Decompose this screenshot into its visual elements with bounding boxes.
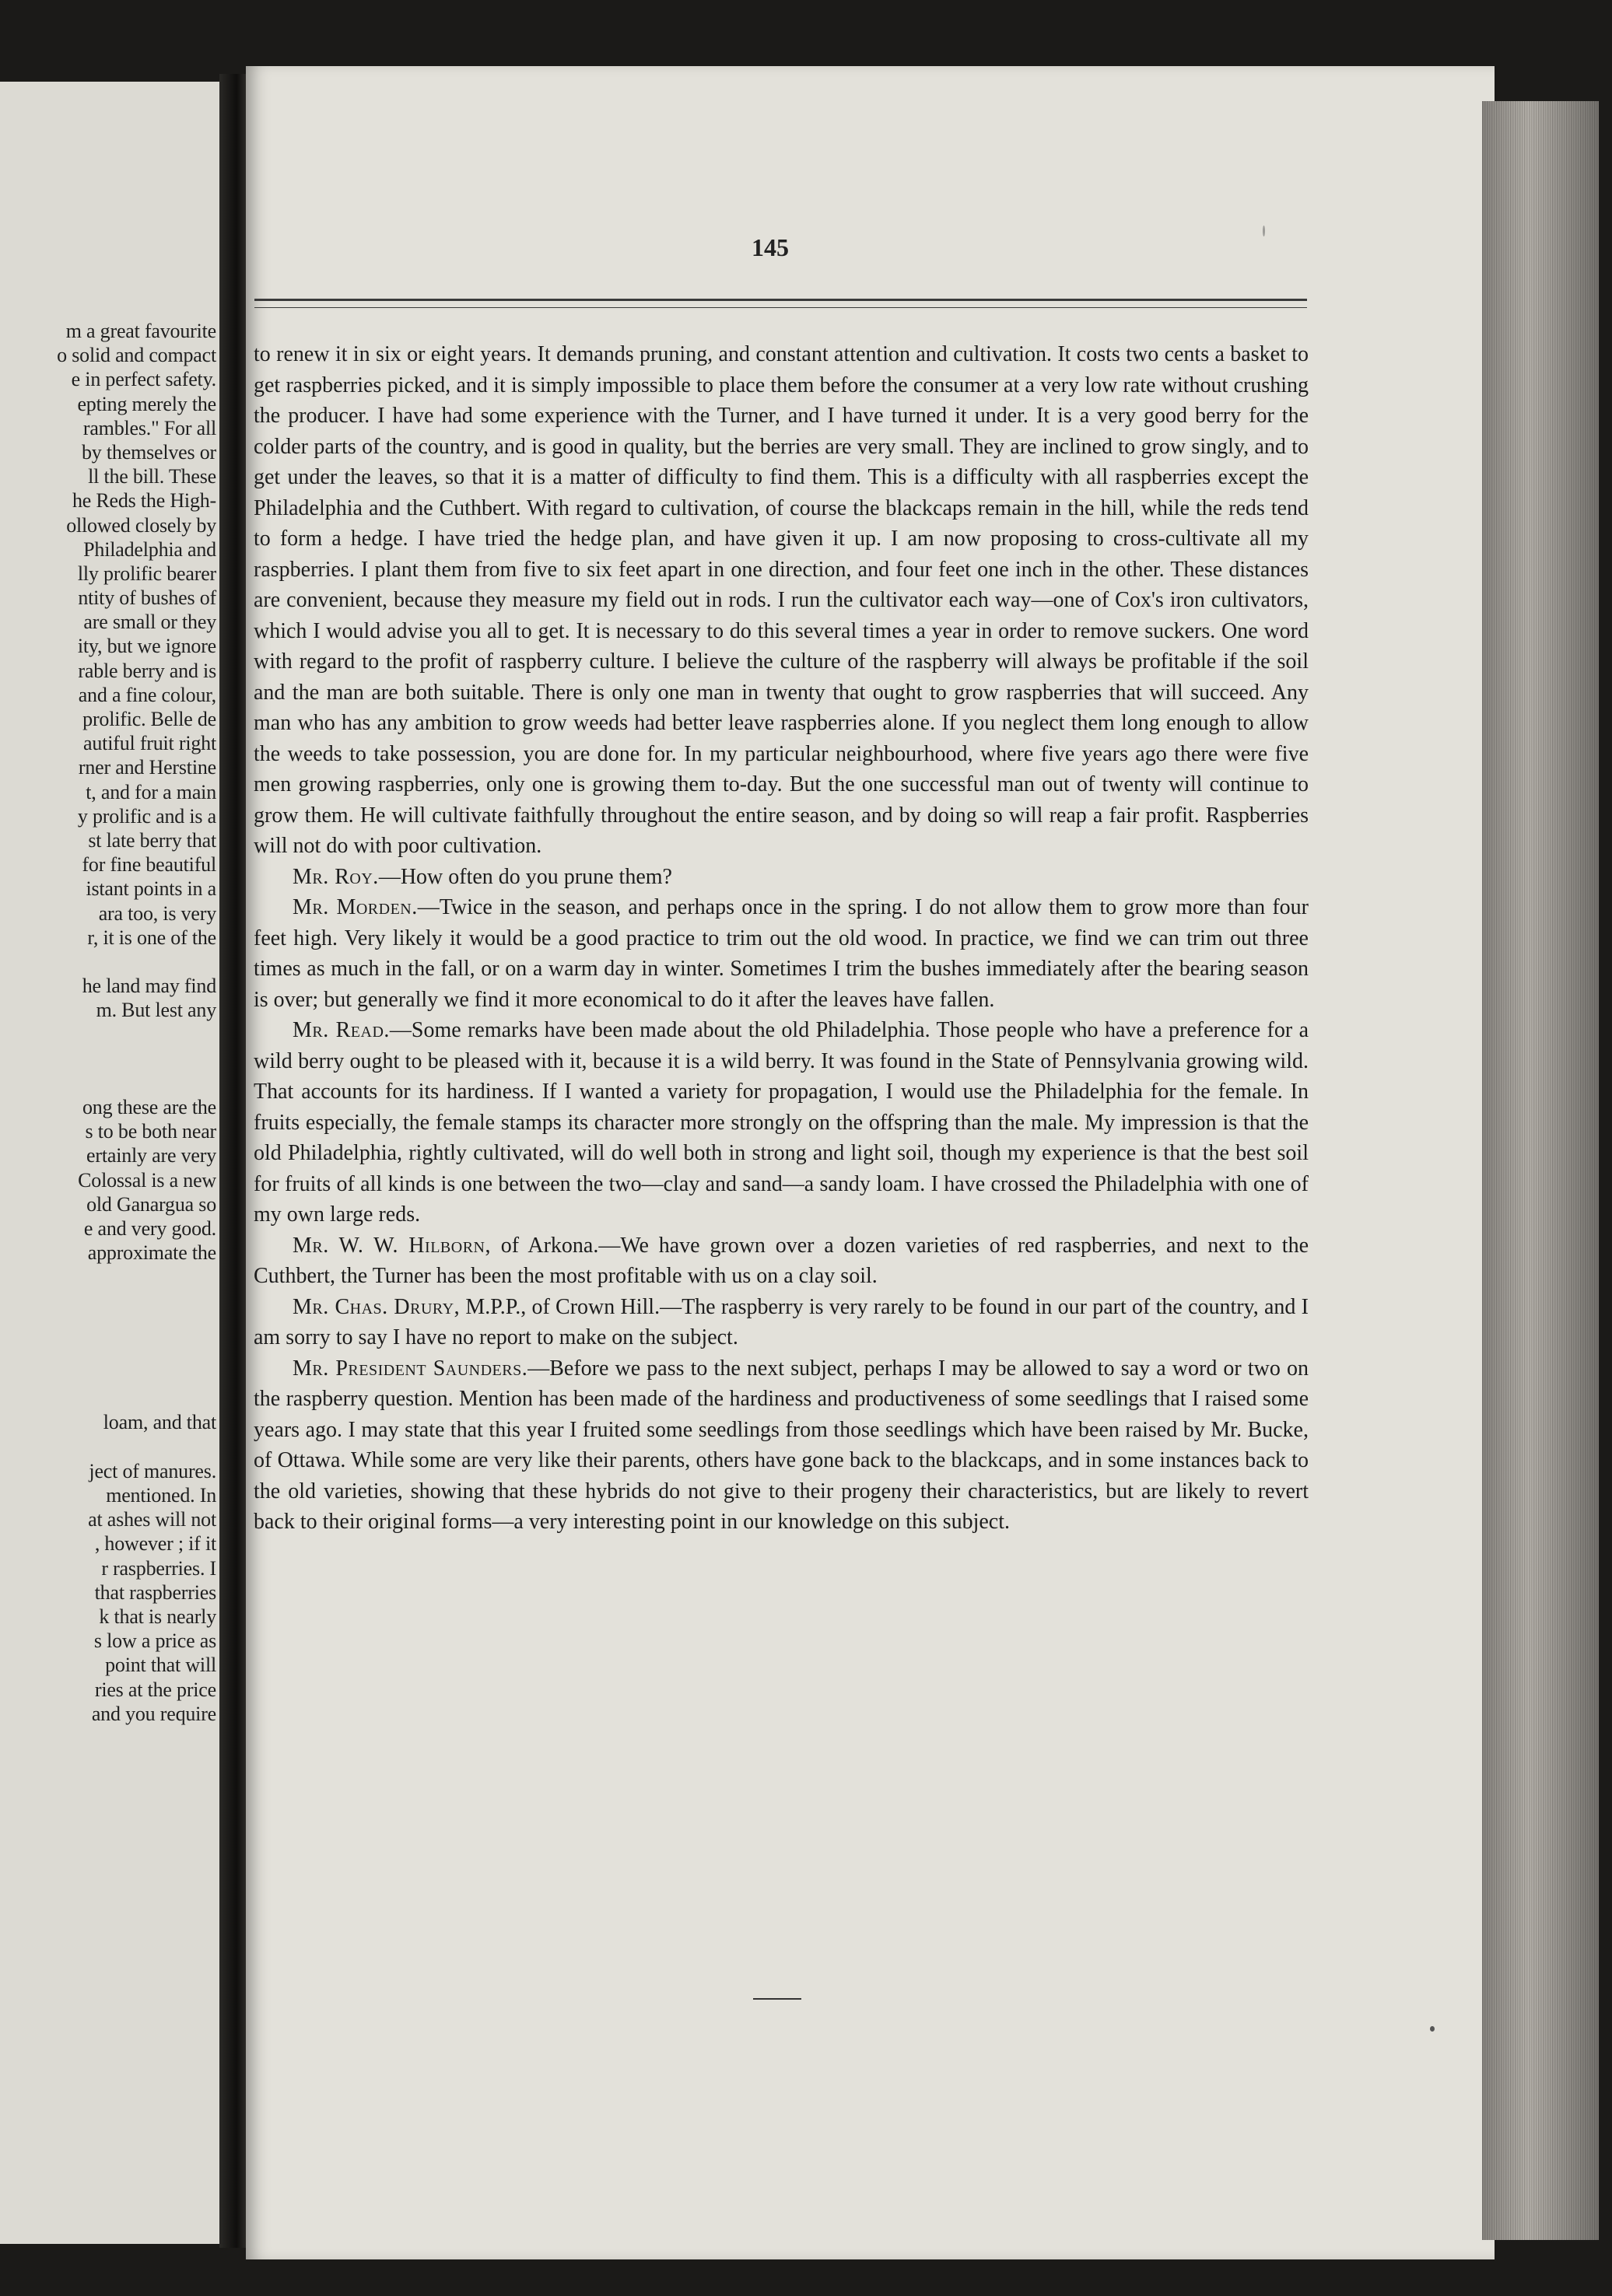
left-page-line: rable berry and is (78, 659, 216, 682)
left-page-line: istant points in a (86, 877, 216, 901)
paragraph-text: —Some remarks have been made about the old Philadelphia. Those people who have a preference for a wild berry ought to be pleased with it, because it is a wild berry. It was found in the State of Pennsylvania growing wild. That accounts for its hardiness. If I wanted a variety for propagation, I would use the Philadelphia for the female. In fruits especially, the female stamps its character more strongly on the offspring than the male. My impression is that the old Philadelphia, rightly cultivated, will do well both in strong and light soil, though my experience is that the best soil for fruits of all kinds is one between the two—clay and sand—a sandy loam. I have crossed the Philadelphia with one of my own large reds. (254, 1018, 1309, 1227)
paragraph (254, 1230, 1309, 1292)
speaker-name: Mr. Roy. (293, 864, 379, 889)
left-page-line: Colossal is a new (78, 1168, 216, 1192)
left-page-line: s to be both near (85, 1120, 216, 1143)
left-page-line: rner and Herstine (78, 756, 216, 779)
speaker-name: Mr. Chas. Drury, (293, 1294, 461, 1319)
left-page-line: e and very good. (83, 1216, 216, 1240)
left-page-line: ject of manures. (89, 1459, 216, 1482)
ink-fleck (1263, 226, 1265, 236)
left-page-line: by themselves or (82, 440, 216, 464)
left-page-line: and a fine colour, (78, 683, 216, 706)
left-page-line (0, 1386, 216, 1410)
left-page-line (0, 1290, 216, 1314)
left-page-line (0, 1265, 216, 1289)
end-of-section-rule (753, 1998, 801, 2000)
left-page-line: point that will (105, 1654, 216, 1677)
left-page-line: lly prolific bearer (77, 562, 216, 585)
left-page-line: ll the bill. These (88, 465, 216, 488)
page-edge-shadow (1482, 101, 1599, 2240)
left-page-line: he land may find (82, 975, 216, 998)
left-page-line (0, 1022, 216, 1046)
left-page-line: rambles." For all (82, 416, 216, 439)
left-page-line: mentioned. In (106, 1484, 216, 1507)
left-page-line (0, 950, 216, 974)
left-page-line: that raspberries (94, 1580, 216, 1604)
left-page-line (0, 1362, 216, 1386)
left-page-line (0, 1314, 216, 1338)
left-page-line: m. But lest any (96, 999, 216, 1022)
paragraph-text: of Arkona.—We have grown over a dozen varieties of red raspberries, and next to the Cuthbert, the Turner has been the most profitable with us on a clay soil. (254, 1233, 1309, 1288)
page-number: 145 (752, 233, 789, 261)
left-page-line (0, 1435, 216, 1459)
paragraph-text: M.P.P., of Crown Hill.—The raspberry is very rarely to be found in our part of the country, and I am sorry to say I have no report to make on the subject. (254, 1294, 1309, 1349)
left-page-line: ries at the price (94, 1678, 216, 1701)
paragraph (254, 862, 1309, 893)
header-double-rule (254, 299, 1307, 308)
left-page (0, 82, 219, 2244)
left-page-line: e in perfect safety. (71, 368, 216, 391)
paragraph (254, 1353, 1309, 1538)
left-page-line: prolific. Belle de (82, 708, 216, 730)
speaker-name: Mr. Read. (293, 1018, 390, 1042)
ink-fleck (1430, 2026, 1435, 2032)
paragraph (254, 339, 1309, 862)
left-page-line: r raspberries. I (101, 1556, 216, 1580)
paragraph (254, 892, 1309, 1015)
left-page-line: epting merely the (77, 392, 216, 415)
speaker-name: Mr. Morden. (293, 895, 418, 919)
page-body (254, 339, 1309, 1538)
paragraph (254, 1015, 1309, 1230)
left-page-line: Philadelphia and (83, 537, 216, 561)
speaker-name: Mr. President Saunders. (293, 1356, 528, 1381)
paragraph-text: to renew it in six or eight years. It demands pruning, and constant attention and cultivation. It costs two cents a basket to get raspberries picked, and it is simply impossible to place them before the consumer at a very low rate without crushing the producer. I have had some experience with the Turner, and I have turned it under. It is a very good berry for the colder parts of the country, and is good in quality, but the berries are very small. They are inclined to grow singly, and to get under the leaves, so that it is a matter of difficulty to find them. This is a difficulty with all raspberries except the Philadelphia and the Cuthbert. With regard to cultivation, of course the blackcaps remain in the hill, while the reds tend to form a hedge. I have tried the hedge plan, and have given it up. I am now proposing to cross-cultivate all my raspberries. I plant them from five to six feet apart in one direction, and four feet one inch in the other. These distances are convenient, because they measure my field out in rods. I run the cultivator each way—one of Cox's iron cultivators, which I would advise you all to get. It is necessary to do this several times a year in order to remove suckers. One word with regard to the profit of raspberry culture. I believe the culture of the raspberry will always be profitable if the soil and the man are both suitable. There is only one man in twenty that ought to grow raspberries that will succeed. Any man who has any ambition to grow weeds had better leave raspberries alone. If you neglect them long enough to allow the weeds to take possession, you are done for. In my particular neighbourhood, where five years ago there were five men growing raspberries, only one is growing them to-day. But the one successful man out of twenty will continue to grow them. He will cultivate faithfully throughout the entire season, and by doing so will reap a fair profit. Raspberries will not do with poor cultivation. (254, 342, 1309, 858)
left-page-line: ollowed closely by (66, 513, 216, 537)
left-page-line: , however ; if it (94, 1532, 216, 1556)
paragraph-text: —How often do you prune them? (378, 864, 672, 889)
paragraph-text: —Before we pass to the next subject, perhaps I may be allowed to say a word or two on the raspberry question. Mention has been made of the hardiness and productiveness of some seedlings that I raised some years ago. I may state that this year I fruited some seedlings from those seedlings which have been raised by Mr. Bucke, of Ottawa. While some are very like their parents, others have gone back to the blackcaps, and in some instances back to the old varieties, showing that these hybrids do not give to their progeny their characteristics, but are likely to revert back to their original forms—a very interesting point in our knowledge on this subject. (254, 1356, 1309, 1534)
left-page-line (0, 1071, 216, 1095)
left-page-line: k that is nearly (99, 1605, 216, 1628)
left-page-text (0, 319, 216, 1726)
left-page-line: loam, and that (103, 1411, 216, 1434)
left-page-line: at ashes will not (88, 1508, 216, 1531)
left-page-line: r, it is one of the (87, 926, 216, 949)
left-page-line: st late berry that (88, 828, 216, 852)
left-page-line: ertainly are very (86, 1144, 216, 1167)
left-page-line (0, 1338, 216, 1362)
left-page-line: ity, but we ignore (77, 635, 216, 658)
left-page-line: and you require (91, 1702, 216, 1725)
left-page-line: for fine beautiful (82, 853, 216, 877)
left-page-line: approximate the (87, 1241, 216, 1265)
left-page-line: m a great favourite (65, 320, 216, 342)
left-page-line: o solid and compact (57, 344, 216, 367)
left-page-line: y prolific and is a (77, 804, 216, 828)
paragraph (254, 1292, 1309, 1353)
left-page-line: ntity of bushes of (78, 586, 216, 610)
left-page-line: s low a price as (93, 1629, 216, 1653)
paragraph-text: —Twice in the season, and perhaps once in the spring. I do not allow them to grow more than four feet high. Very likely it would be a good practice to trim out the old wood. In practice, we find we can trim out three times as much in the fall, or on a warm day in winter. Sometimes I trim the bushes immediately after the bearing season is over; but generally we find it more economical to do it after the leaves have fallen. (254, 895, 1309, 1012)
left-page-line: autiful fruit right (83, 732, 216, 755)
left-page-line: ara too, is very (98, 901, 216, 925)
left-page-line: are small or they (83, 611, 216, 634)
left-page-line (0, 1047, 216, 1071)
left-page-line: old Ganargua so (86, 1192, 216, 1216)
left-page-line: t, and for a main (86, 780, 216, 803)
left-page-line: he Reds the High- (72, 489, 216, 513)
speaker-name: Mr. W. W. Hilborn, (293, 1233, 491, 1258)
left-page-line: ong these are the (82, 1096, 216, 1118)
